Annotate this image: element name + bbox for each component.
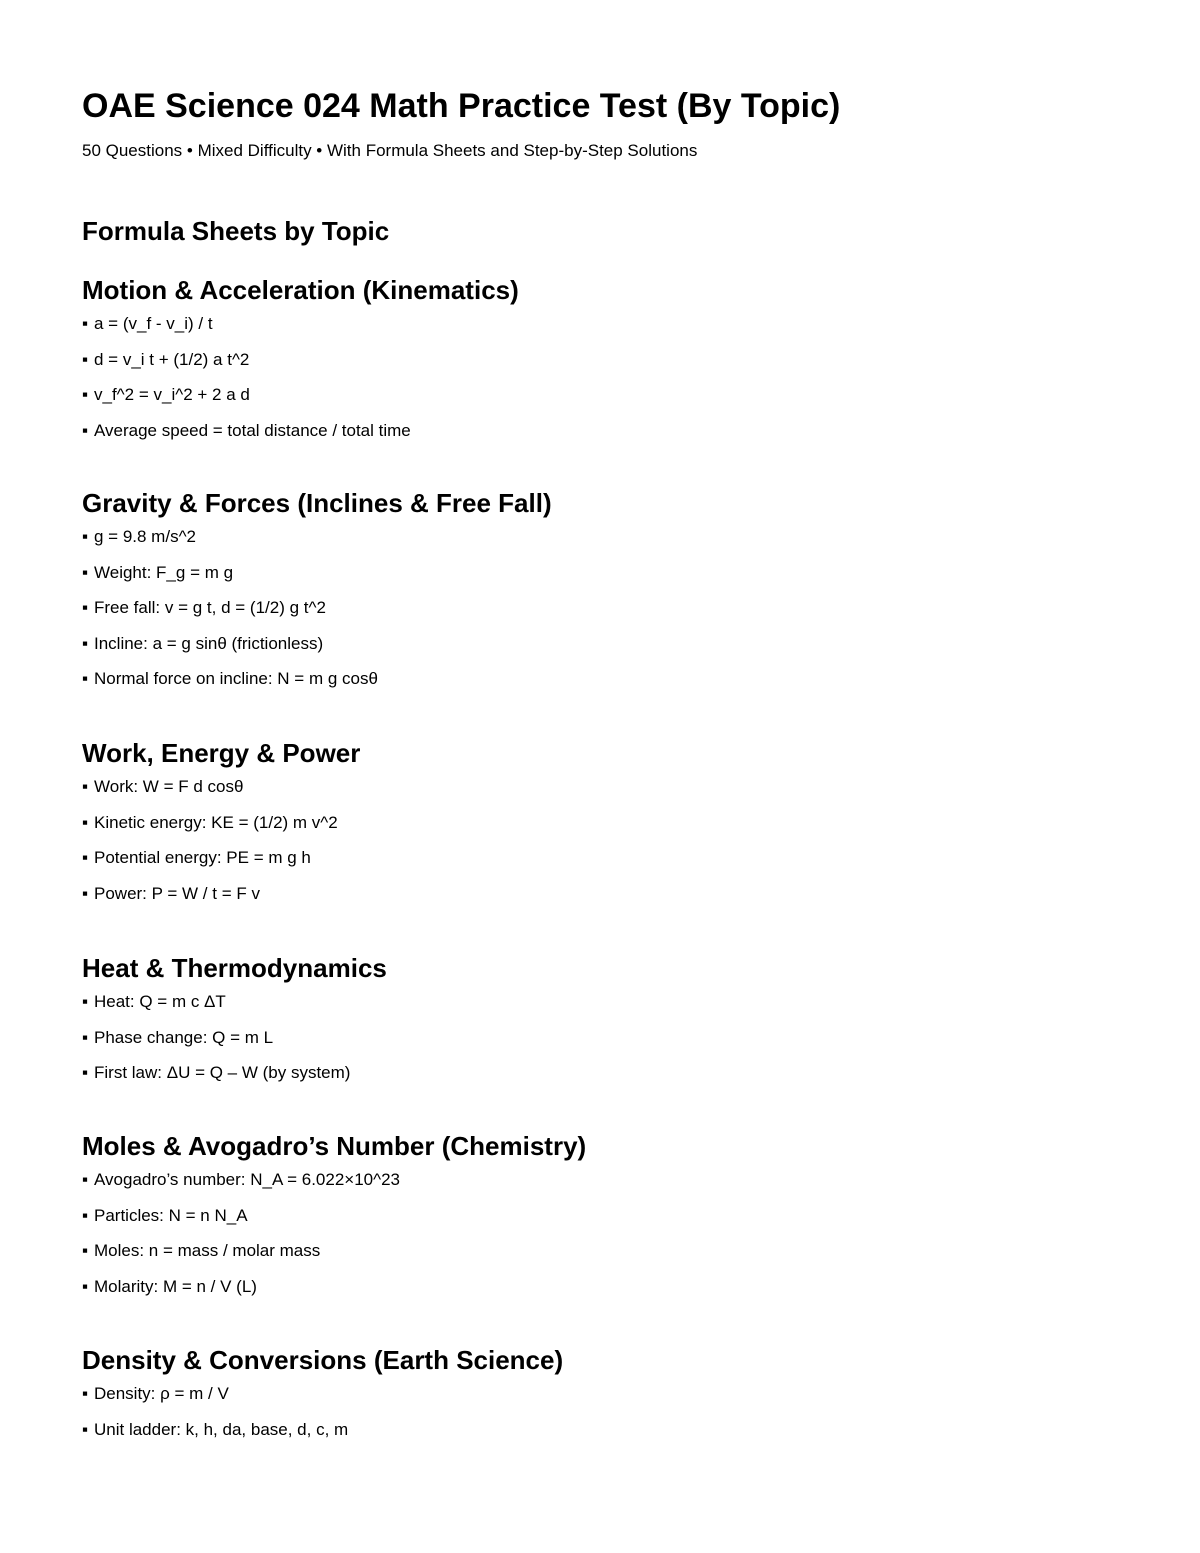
formula-list (82, 776, 1142, 905)
topic-heading: Moles & Avogadro’s Number (Chemistry) (82, 1131, 587, 1161)
formula-item (82, 1169, 1142, 1191)
formula-text: Avogadro’s number: N_A = 6.022×10^23 (94, 1170, 401, 1189)
formula-text: First law: ΔU = Q – W (by system) (94, 1063, 351, 1082)
formula-text: Moles: n = mass / molar mass (94, 1241, 321, 1260)
topic-heading: Density & Conversions (Earth Science) (82, 1345, 564, 1375)
formula-text: Kinetic energy: KE = (1/2) m v^2 (94, 812, 338, 832)
formula-list (82, 1169, 1142, 1298)
bullet-icon: ▪ (82, 1241, 89, 1260)
formula-list (82, 526, 1142, 690)
formula-text: Free fall: v = g t, d = (1/2) g t^2 (94, 598, 326, 617)
formula-item (82, 349, 1142, 371)
formula-text: Normal force on incline: N = m g cosθ (94, 669, 378, 688)
formula-list (82, 1383, 1142, 1441)
bullet-icon: ▪ (82, 1063, 89, 1082)
topic-heading: Work, Energy & Power (82, 738, 361, 768)
formula-item (82, 384, 1142, 406)
bullet-icon: ▪ (82, 314, 89, 333)
formula-item (82, 1240, 1142, 1262)
bullet-icon: ▪ (82, 598, 89, 617)
formula-text: Density: ρ = m / V (94, 1384, 229, 1403)
formula-item (82, 847, 1142, 869)
formula-item (82, 1276, 1142, 1298)
formula-text: Average speed = total distance / total time (94, 420, 411, 440)
formula-item (82, 1027, 1142, 1049)
topic-moles-avogadro (82, 1129, 1142, 1311)
bullet-icon: ▪ (82, 777, 89, 796)
bullet-icon: ▪ (82, 1205, 89, 1225)
topic-heading: Gravity & Forces (Inclines & Free Fall) (82, 488, 552, 518)
formula-text: Weight: F_g = m g (94, 562, 234, 582)
formula-text: Molarity: M = n / V (L) (94, 1276, 257, 1296)
bullet-icon: ▪ (82, 1419, 89, 1439)
bullet-icon: ▪ (82, 1170, 89, 1189)
topic-heading: Heat & Thermodynamics (82, 953, 387, 983)
formula-text: Potential energy: PE = m g h (94, 848, 311, 867)
formula-text: Particles: N = n N_A (94, 1205, 248, 1225)
topic-heading: Motion & Acceleration (Kinematics) (82, 275, 519, 305)
topic-density-conversions (82, 1343, 1142, 1454)
bullet-icon: ▪ (82, 1384, 89, 1403)
formula-sheets-heading: Formula Sheets by Topic (82, 216, 390, 246)
bullet-icon: ▪ (82, 420, 89, 440)
formula-text: d = v_i t + (1/2) a t^2 (94, 349, 250, 369)
document-subtitle: 50 Questions • Mixed Difficulty • With Formula Sheets and Step-by-Step Solutions (82, 141, 698, 160)
bullet-icon: ▪ (82, 669, 89, 688)
formula-list (82, 313, 1142, 442)
bullet-icon: ▪ (82, 848, 89, 867)
formula-item (82, 883, 1142, 905)
formula-item (82, 812, 1142, 834)
bullet-icon: ▪ (82, 385, 89, 404)
formula-text: Incline: a = g sinθ (frictionless) (94, 633, 324, 653)
bullet-icon: ▪ (82, 349, 89, 369)
formula-text: g = 9.8 m/s^2 (94, 527, 196, 546)
formula-item (82, 597, 1142, 619)
formula-item (82, 526, 1142, 548)
formula-item (82, 991, 1142, 1013)
formula-text: Power: P = W / t = F v (94, 883, 260, 903)
bullet-icon: ▪ (82, 992, 89, 1011)
bullet-icon: ▪ (82, 633, 89, 653)
formula-item (82, 420, 1142, 442)
formula-list (82, 991, 1142, 1084)
bullet-icon: ▪ (82, 527, 89, 546)
document-title: OAE Science 024 Math Practice Test (By Topic) (82, 87, 841, 125)
topic-kinematics (82, 273, 1142, 455)
topic-gravity-forces (82, 486, 1142, 704)
bullet-icon: ▪ (82, 812, 89, 832)
formula-text: Heat: Q = m c ΔT (94, 992, 226, 1011)
bullet-icon: ▪ (82, 883, 89, 903)
formula-item (82, 562, 1142, 584)
formula-item (82, 776, 1142, 798)
formula-text: Unit ladder: k, h, da, base, d, c, m (94, 1419, 349, 1439)
formula-text: a = (v_f - v_i) / t (94, 314, 213, 333)
formula-item (82, 1419, 1142, 1441)
bullet-icon: ▪ (82, 562, 89, 582)
formula-item (82, 313, 1142, 335)
formula-item (82, 1062, 1142, 1084)
formula-text: Phase change: Q = m L (94, 1027, 274, 1047)
formula-item (82, 633, 1142, 655)
formula-item (82, 668, 1142, 690)
topic-work-energy-power (82, 736, 1142, 918)
formula-text: v_f^2 = v_i^2 + 2 a d (94, 385, 250, 404)
topic-heat-thermodynamics (82, 951, 1142, 1098)
bullet-icon: ▪ (82, 1027, 89, 1047)
formula-text: Work: W = F d cosθ (94, 777, 244, 796)
formula-item (82, 1383, 1142, 1405)
formula-item (82, 1205, 1142, 1227)
bullet-icon: ▪ (82, 1276, 89, 1296)
